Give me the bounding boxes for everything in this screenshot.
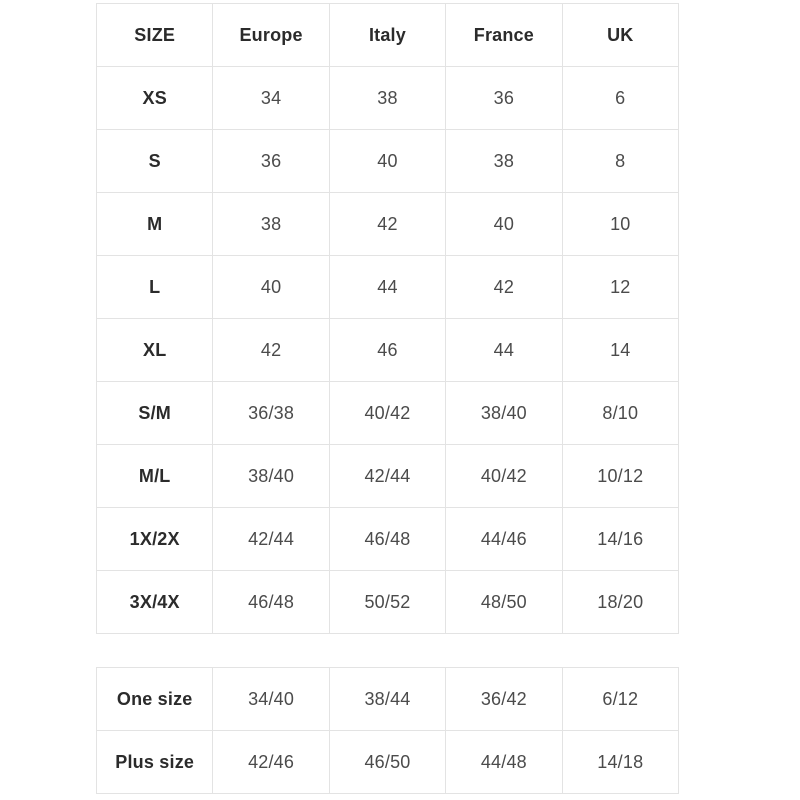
special-sizes-table [96,667,679,794]
table-row [97,571,679,634]
table-cell: 40/42 [446,445,562,508]
table-cell: 38 [446,130,562,193]
table-row [97,382,679,445]
table-cell: 46/48 [329,508,445,571]
table-cell: 38 [213,193,329,256]
table-cell: 38/40 [213,445,329,508]
table-cell: 46/48 [213,571,329,634]
size-table-header [97,4,679,67]
table-cell: 36 [213,130,329,193]
row-label: XL [97,319,213,382]
table-cell: 50/52 [329,571,445,634]
table-cell: 34 [213,67,329,130]
table-cell: 38 [329,67,445,130]
table-cell: 36/38 [213,382,329,445]
table-cell: 12 [562,256,678,319]
table-cell: 40 [446,193,562,256]
column-header: Europe [213,4,329,67]
row-label: 1X/2X [97,508,213,571]
table-cell: 42 [446,256,562,319]
row-label: S [97,130,213,193]
table-cell: 46 [329,319,445,382]
table-cell: 36/42 [446,668,562,731]
column-header: SIZE [97,4,213,67]
table-cell: 10/12 [562,445,678,508]
table-cell: 42/46 [213,731,329,794]
row-label: One size [97,668,213,731]
table-cell: 10 [562,193,678,256]
table-cell: 44 [329,256,445,319]
column-header: France [446,4,562,67]
table-cell: 34/40 [213,668,329,731]
table-cell: 8 [562,130,678,193]
table-cell: 36 [446,67,562,130]
column-header: Italy [329,4,445,67]
table-cell: 6/12 [562,668,678,731]
table-cell: 44/46 [446,508,562,571]
table-cell: 42/44 [329,445,445,508]
row-label: S/M [97,382,213,445]
row-label: XS [97,67,213,130]
table-row [97,731,679,794]
header-row [97,4,679,67]
table-row [97,445,679,508]
table-cell: 14/18 [562,731,678,794]
table-row [97,67,679,130]
row-label: Plus size [97,731,213,794]
table-cell: 38/44 [329,668,445,731]
table-cell: 8/10 [562,382,678,445]
row-label: M/L [97,445,213,508]
table-cell: 38/40 [446,382,562,445]
table-cell: 48/50 [446,571,562,634]
table-cell: 18/20 [562,571,678,634]
table-cell: 46/50 [329,731,445,794]
size-conversion-table [96,3,679,634]
size-table-body [97,67,679,634]
table-row [97,193,679,256]
table-row [97,508,679,571]
table-cell: 44 [446,319,562,382]
table-row [97,319,679,382]
row-label: L [97,256,213,319]
table-cell: 42 [213,319,329,382]
table-row [97,130,679,193]
table-cell: 40/42 [329,382,445,445]
table-cell: 6 [562,67,678,130]
column-header: UK [562,4,678,67]
row-label: 3X/4X [97,571,213,634]
table-cell: 42/44 [213,508,329,571]
special-sizes-body [97,668,679,794]
table-row [97,256,679,319]
table-row [97,668,679,731]
table-cell: 42 [329,193,445,256]
table-cell: 40 [213,256,329,319]
table-cell: 40 [329,130,445,193]
table-cell: 14 [562,319,678,382]
row-label: M [97,193,213,256]
table-cell: 44/48 [446,731,562,794]
table-cell: 14/16 [562,508,678,571]
